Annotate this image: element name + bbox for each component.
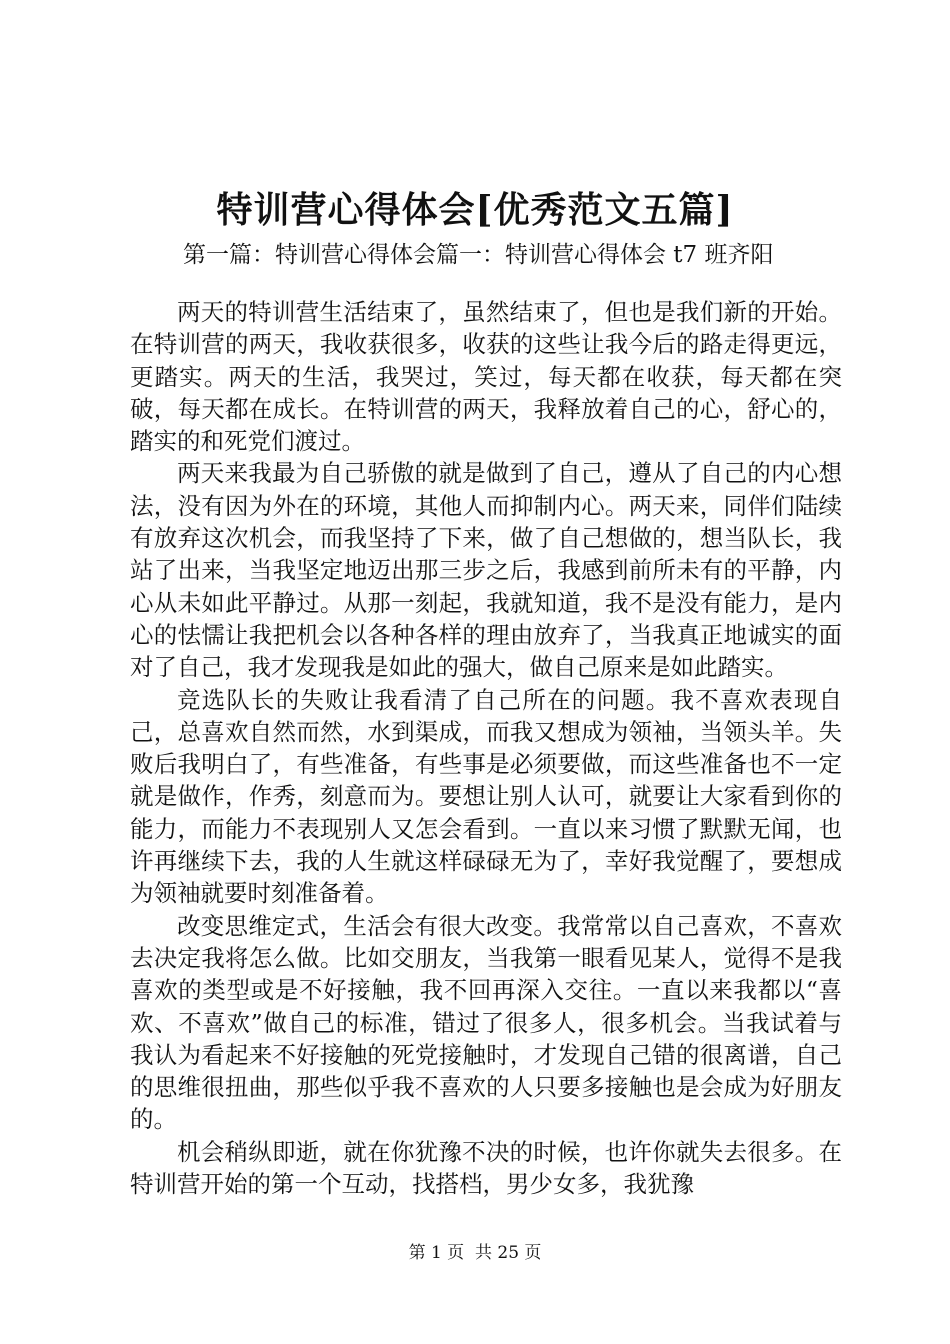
paragraph: 两天的特训营生活结束了，虽然结束了，但也是我们新的开始。在特训营的两天，我收获很多，收获的这些让我今后的路走得更远，更踏实。两天的生活，我哭过，笑过，每天都在收获，每天都在突破，每天都在成长。在特训营的两天，我释放着自己的心，舒心的，踏实的和死党们渡过。 [130,298,842,456]
paragraph: 两天来我最为自己骄傲的就是做到了自己，遵从了自己的内心想法，没有因为外在的环境，其他人而抑制内心。两天来，同伴们陆续有放弃这次机会，而我坚持了下来，做了自己想做的，想当队长，我站了出来，当我坚定地迈出那三步之后，我感到前所未有的平静，内心从未如此平静过。从那一刻起，我就知道，我不是没有能力，是内心的怯懦让我把机会以各种各样的理由放弃了，当我真正地诚实的面对了自己，我才发现我是如此的强大，做自己原来是如此踏实。 [130,459,842,682]
document-body [130,296,842,1200]
paragraph: 竞选队长的失败让我看清了自己所在的问题。我不喜欢表现自己，总喜欢自然而然，水到渠成，而我又想成为领袖，当领头羊。失败后我明白了，有些准备，有些事是必须要做，而这些准备也不一定就是做作，作秀，刻意而为。要想让别人认可，就要让大家看到你的能力，而能力不表现别人又怎会看到。一直以来习惯了默默无闻，也许再继续下去，我的人生就这样碌碌无为了，幸好我觉醒了，要想成为领袖就要时刻准备着。 [130,685,842,908]
paragraph: 改变思维定式，生活会有很大改变。我常常以自己喜欢，不喜欢去决定我将怎么做。比如交朋友，当我第一眼看见某人，觉得不是我喜欢的类型或是不好接触，我不回再深入交往。一直以来我都以“喜欢、不喜欢”做自己的标准，错过了很多人，很多机会。当我试着与我认为看起来不好接触的死党接触时，才发现自己错的很离谱，自己的思维很扭曲，那些似乎我不喜欢的人只要多接触也是会成为好朋友的。 [130,911,842,1134]
document-subtitle: 第一篇：特训营心得体会篇一：特训营心得体会 t7 班齐阳 [183,242,774,268]
page-number: 第 1 页 共 25 页 [408,1243,542,1263]
page-footer [0,1241,950,1265]
document-title: 特训营心得体会[优秀范文五篇] [216,189,734,231]
paragraph: 机会稍纵即逝，就在你犹豫不决的时候，也许你就失去很多。在特训营开始的第一个互动，找搭档，男少女多，我犹豫 [130,1137,842,1199]
